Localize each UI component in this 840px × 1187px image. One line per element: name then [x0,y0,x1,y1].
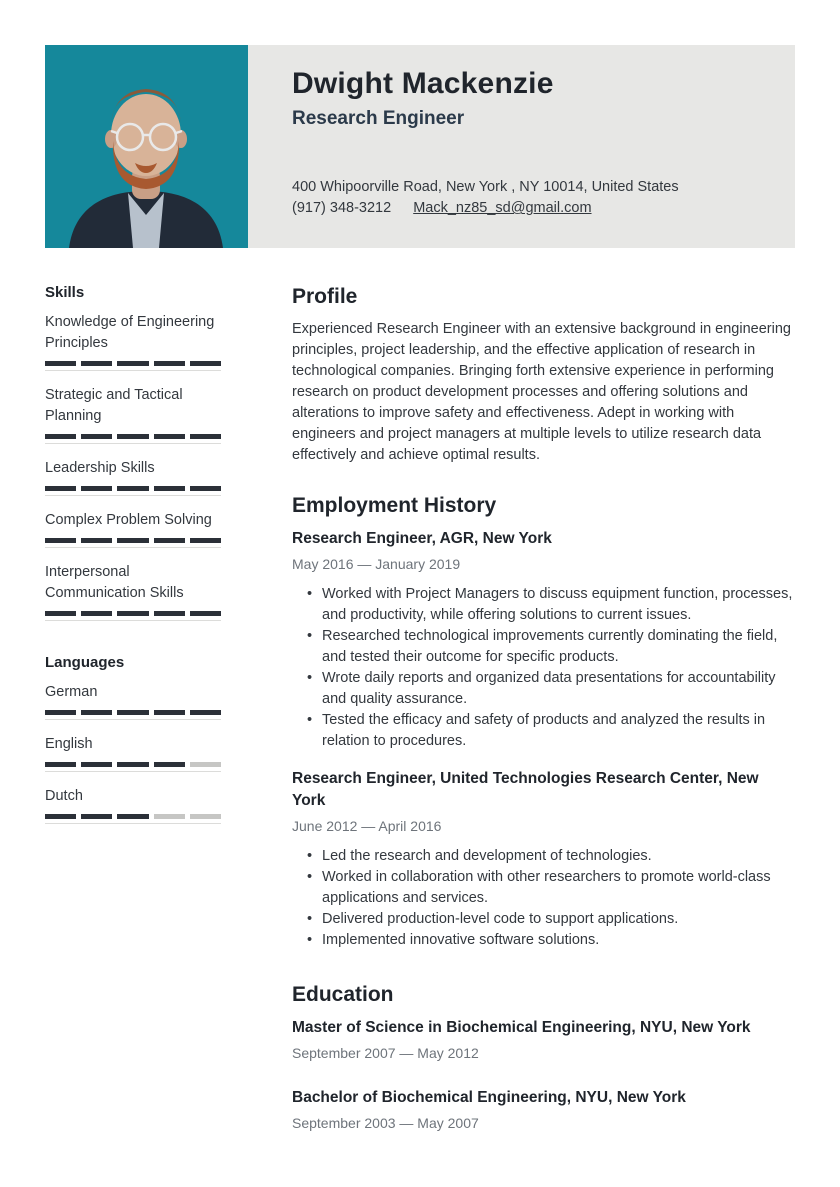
languages-heading: Languages [45,654,125,671]
email-link[interactable]: Mack_nz85_sd@gmail.com [413,200,592,217]
education-entry [292,1087,795,1133]
language-item [45,786,221,824]
candidate-name: Dwight Mackenzie [292,67,554,100]
education-title: Master of Science in Biochemical Engineering, NYU, New York [292,1019,751,1036]
job-bullet: • Implemented innovative software solutions. [292,930,795,951]
address: 400 Whipoorville Road, New York , NY 10014, United States [292,179,679,196]
skill-item [45,510,221,548]
job-title-line: Research Engineer, AGR, New York [292,530,552,547]
profile-text: Experienced Research Engineer with an extensive background in engineering principles, project leadership, and the effective application of research in technological companies. Bringing forth extensive experience in performing research on product development processes and offering solutions and alterations to improve safety and effectiveness. Adept in working with engineers and project managers at multiple levels to utilize research data effectively and achieve optimal results. [292,321,791,463]
profile-photo [45,45,248,248]
candidate-job-title: Research Engineer [292,107,465,129]
job-bullet: • Delivered production-level code to support applications. [292,909,795,930]
skill-level-bar [45,361,221,371]
skill-item [45,458,221,496]
skill-label: Knowledge of Engineering Principles [45,314,215,351]
job-bullet: • Worked with Project Managers to discuss equipment function, processes, and productivity, while offering solutions to current issues. [292,584,795,626]
main-content [292,283,795,1133]
skill-item [45,312,221,371]
skill-label: Complex Problem Solving [45,512,212,528]
language-item [45,734,221,772]
job-bullet-list [292,846,795,951]
job-bullet: • Worked in collaboration with other researchers to promote world-class applications and services. [292,867,795,909]
languages-section [45,653,221,824]
education-title: Bachelor of Biochemical Engineering, NYU, New York [292,1089,686,1106]
contact-block [292,177,751,219]
job-bullet: • Researched technological improvements currently dominating the field, and tested their outcome for specific products. [292,626,795,668]
language-label: Dutch [45,788,83,804]
skill-item [45,385,221,444]
employment-heading: Employment History [292,494,497,517]
job-bullet: • Tested the efficacy and safety of products and analyzed the results in relation to procedures. [292,710,795,752]
phone-number: (917) 348-3212 [292,200,392,217]
job-entry [292,768,795,951]
job-bullet: • Led the research and development of technologies. [292,846,795,867]
avatar-illustration [45,45,248,248]
skill-label: Interpersonal Communication Skills [45,564,184,601]
header-info [248,45,795,248]
education-section [292,981,795,1133]
skills-heading: Skills [45,284,85,301]
job-bullet: • Wrote daily reports and organized data presentations for accountability and quality assurance. [292,668,795,710]
education-dates: September 2007 — May 2012 [292,1045,479,1061]
contact-line [292,198,751,219]
skill-level-bar [45,538,221,548]
skill-label: Leadership Skills [45,460,155,476]
skill-level-bar [45,434,221,444]
job-dates: June 2012 — April 2016 [292,818,442,834]
sidebar [45,283,221,838]
education-entry [292,1017,795,1063]
job-title-line: Research Engineer, United Technologies Research Center, New York [292,770,759,809]
job-bullet-list [292,584,795,752]
language-item [45,682,221,720]
profile-section [292,283,795,466]
resume-header [45,45,795,248]
employment-section [292,492,795,951]
education-heading: Education [292,983,394,1006]
skill-level-bar [45,611,221,621]
job-dates: May 2016 — January 2019 [292,556,461,572]
job-entry [292,528,795,752]
language-level-bar [45,762,221,772]
skill-label: Strategic and Tactical Planning [45,387,183,424]
skill-item [45,562,221,621]
language-label: English [45,736,93,752]
language-label: German [45,684,98,700]
education-dates: September 2003 — May 2007 [292,1115,479,1131]
skill-level-bar [45,486,221,496]
language-level-bar [45,814,221,824]
language-level-bar [45,710,221,720]
profile-heading: Profile [292,285,358,308]
